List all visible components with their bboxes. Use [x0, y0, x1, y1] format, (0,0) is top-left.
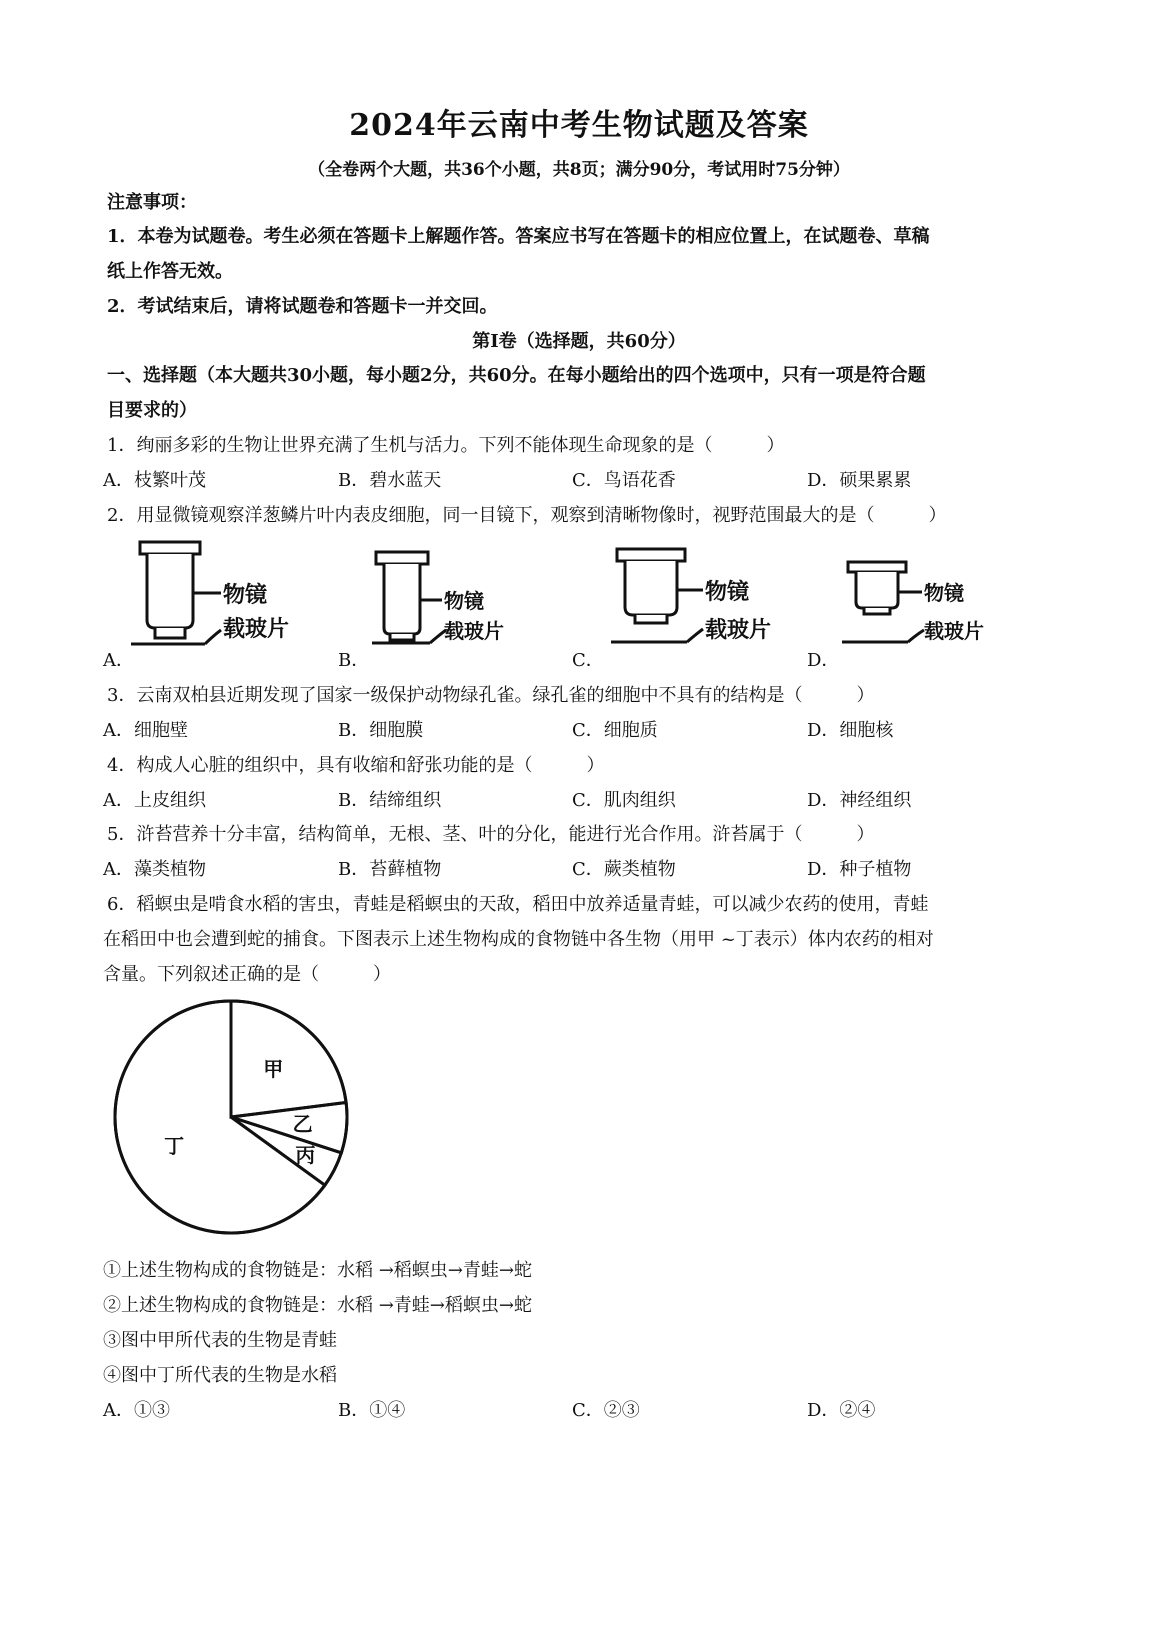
objective-lens-figure-a	[125, 538, 315, 650]
question-6-statement-3: ③图中甲所代表的生物是青蛙	[103, 1330, 337, 1351]
question-3-option-a: A．细胞壁	[103, 720, 188, 741]
page-title: 2024年云南中考生物试题及答案	[349, 108, 809, 143]
slide-label-a: 载玻片	[223, 617, 290, 642]
page-subtitle: （全卷两个大题，共36个小题，共8页；满分90分，考试用时75分钟）	[308, 160, 850, 180]
note-item-1-line2: 纸上作答无效。	[107, 261, 233, 282]
question-3-option-b: B．细胞膜	[338, 720, 424, 741]
note-item-1-line1: 1．本卷为试题卷。考生必须在答题卡上解题作答。答案应书写在答题卡的相应位置上，在试题卷、草稿	[107, 226, 930, 247]
slide-label-b: 载玻片	[444, 619, 504, 643]
question-3-option-c: C．细胞质	[572, 720, 658, 741]
lens-label-b: 物镜	[444, 589, 484, 613]
slide-label-c: 载玻片	[705, 618, 772, 643]
slide-label-d: 载玻片	[924, 619, 984, 643]
question-6-option-c: C．②③	[572, 1400, 640, 1421]
question-6-stem-line2: 在稻田中也会遭到蛇的捕食。下图表示上述生物构成的食物链中各生物（用甲 ~丁表示）体内农药的相对	[103, 929, 934, 950]
section-heading-line1: 一、选择题（本大题共30小题，每小题2分，共60分。在每小题给出的四个选项中，只有一项是符合题	[107, 365, 926, 386]
pie-label-3: 丙	[295, 1142, 316, 1167]
note-item-2: 2．考试结束后，请将试题卷和答题卡一并交回。	[107, 296, 498, 317]
question-1-option-a: A．枝繁叶茂	[103, 470, 206, 491]
question-2-stem: 2．用显微镜观察洋葱鳞片叶内表皮细胞，同一目镜下，观察到清晰物像时，视野范围最大的是（ ）	[107, 505, 947, 526]
question-2-option-b: B．	[338, 650, 370, 671]
question-6-statement-4: ④图中丁所代表的生物是水稻	[103, 1365, 337, 1386]
question-1-option-c: C．鸟语花香	[572, 470, 676, 491]
question-5-option-d: D．种子植物	[807, 859, 912, 880]
question-1-stem: 1．绚丽多彩的生物让世界充满了生机与活力。下列不能体现生命现象的是（ ）	[107, 435, 785, 456]
question-1-option-b: B．碧水蓝天	[338, 470, 442, 491]
question-4-stem: 4．构成人心脏的组织中，具有收缩和舒张功能的是（ ）	[107, 755, 605, 776]
section-heading-line2: 目要求的）	[107, 400, 197, 421]
lens-label-d: 物镜	[924, 581, 964, 605]
question-2-option-c: C．	[572, 650, 604, 671]
question-6-option-b: B．①④	[338, 1400, 406, 1421]
question-6-statement-2: ②上述生物构成的食物链是：水稻 →青蛙→稻螟虫→蛇	[103, 1295, 532, 1316]
question-3-option-d: D．细胞核	[807, 720, 894, 741]
question-4-option-a: A．上皮组织	[103, 790, 206, 811]
question-1-option-d: D．硕果累累	[807, 470, 912, 491]
question-2-option-a: A．	[103, 650, 134, 671]
pesticide-pie-chart	[100, 992, 362, 1242]
objective-lens-figure-c	[605, 545, 795, 645]
question-5-option-c: C．蕨类植物	[572, 859, 676, 880]
question-6-option-a: A．①③	[103, 1400, 170, 1421]
objective-lens-figure-d	[838, 558, 1008, 648]
pie-label-1: 甲	[263, 1057, 284, 1082]
question-6-stem-line1: 6．稻螟虫是啃食水稻的害虫，青蛙是稻螟虫的天敌，稻田中放养适量青蛙，可以减少农药的使用，青蛙	[107, 894, 929, 915]
notes-heading: 注意事项：	[107, 192, 197, 213]
question-4-option-c: C．肌肉组织	[572, 790, 676, 811]
lens-label-c: 物镜	[705, 580, 750, 605]
question-6-option-d: D．②④	[807, 1400, 876, 1421]
objective-lens-figure-b	[370, 548, 520, 648]
question-4-option-b: B．结缔组织	[338, 790, 442, 811]
question-3-stem: 3．云南双柏县近期发现了国家一级保护动物绿孔雀。绿孔雀的细胞中不具有的结构是（ ）	[107, 685, 875, 706]
question-5-option-a: A．藻类植物	[103, 859, 206, 880]
question-4-option-d: D．神经组织	[807, 790, 912, 811]
lens-label-a: 物镜	[223, 583, 268, 608]
question-5-stem: 5．浒苔营养十分丰富，结构简单，无根、茎、叶的分化，能进行光合作用。浒苔属于（ ）	[107, 824, 875, 845]
section-title: 第Ⅰ卷（选择题，共60分）	[472, 331, 686, 352]
pie-label-2: 乙	[292, 1111, 313, 1136]
pie-label-4: 丁	[164, 1133, 185, 1158]
question-2-option-d: D．	[807, 650, 840, 671]
question-5-option-b: B．苔藓植物	[338, 859, 442, 880]
question-6-stem-line3: 含量。下列叙述正确的是（ ）	[103, 964, 391, 985]
question-6-statement-1: ①上述生物构成的食物链是：水稻 →稻螟虫→青蛙→蛇	[103, 1260, 532, 1281]
